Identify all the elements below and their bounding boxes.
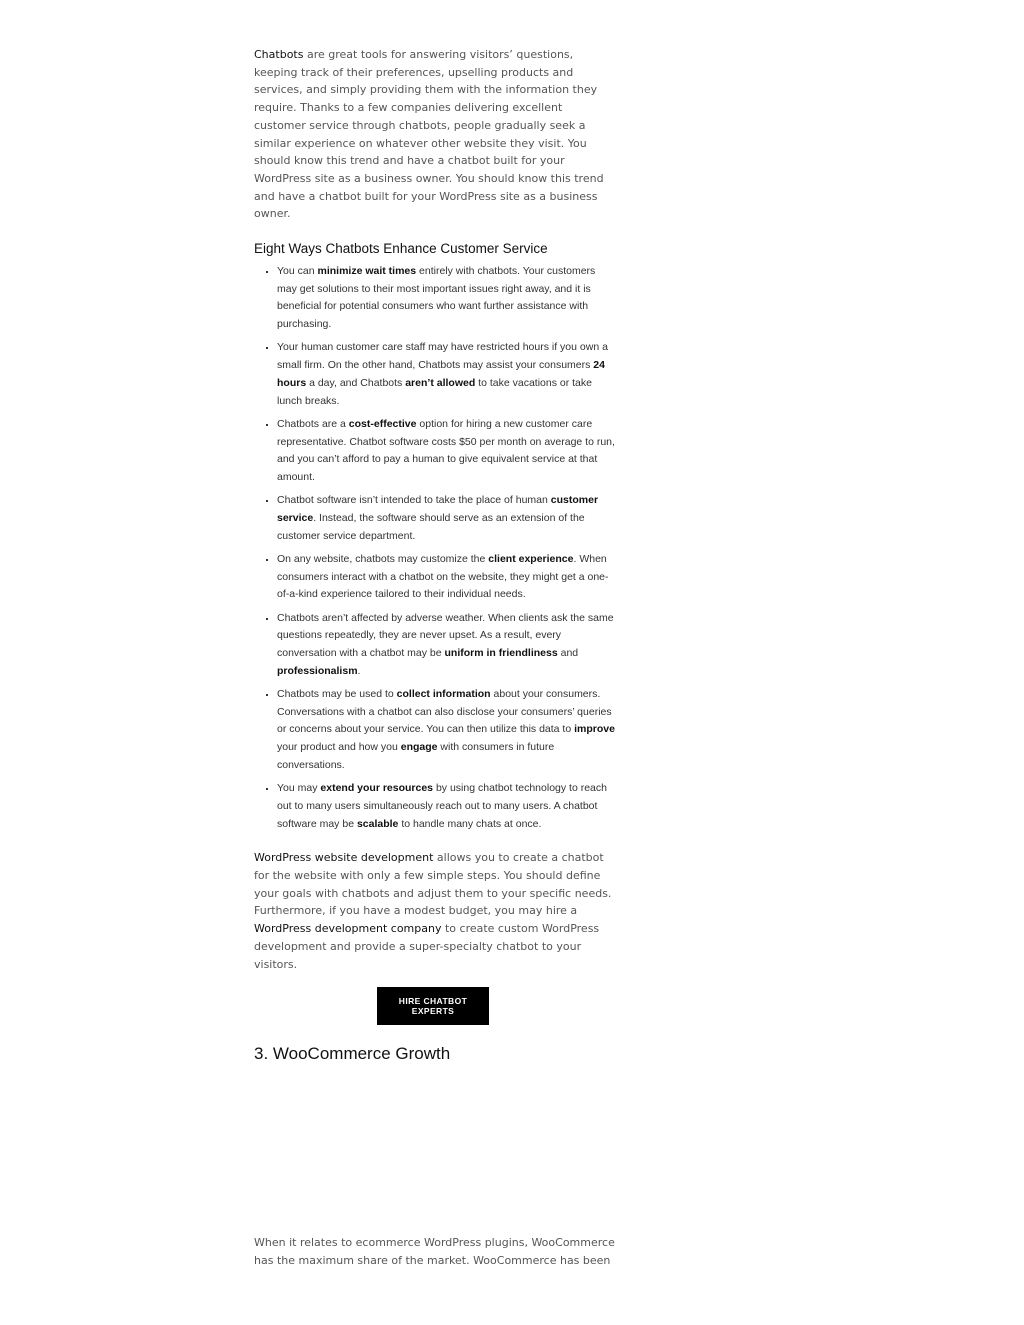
intro-paragraph xyxy=(254,46,616,223)
list-item-emphasis: client experience xyxy=(488,552,574,565)
section-heading: 3. WooCommerce Growth xyxy=(254,1044,451,1064)
wordpress-paragraph xyxy=(254,849,616,973)
list-item-emphasis: extend your resources xyxy=(320,782,434,795)
list-item-text: Chatbots aren’t affected by adverse weather. When clients ask the same questions repeatedly, they are never upset. As a result, every conversation with a chatbot may be xyxy=(277,611,614,660)
list-item-emphasis: improve xyxy=(574,723,615,736)
list-item-text: On any website, chatbots may customize the xyxy=(277,552,489,565)
list-item-emphasis: customer service xyxy=(277,494,599,524)
list-item xyxy=(277,610,616,681)
list-item-text: a day, and Chatbots xyxy=(306,376,406,389)
list-item-text: . Instead, the software should serve as an extension of the customer service department. xyxy=(277,511,585,542)
list-item xyxy=(277,492,616,545)
list-item-text: your product and how you xyxy=(277,741,401,754)
list-item-text: You may xyxy=(277,782,321,795)
list-item-text: with consumers in future conversations. xyxy=(277,741,555,771)
list-item-text: by using chatbot technology to reach out to many users simultaneously reach out to many users. A chatbot software may be xyxy=(277,782,607,830)
woocommerce-paragraph: When it relates to ecommerce WordPress plugins, WooCommerce has the maximum share of the market. WooCommerce has been xyxy=(254,1236,615,1267)
list-item-emphasis: aren’t allowed xyxy=(405,376,476,389)
list-item-emphasis: cost-effective xyxy=(348,417,417,430)
list-item xyxy=(277,339,616,410)
list-item xyxy=(277,780,616,833)
cta-container xyxy=(254,987,612,1025)
list-item-text: You can xyxy=(277,265,318,278)
list-item-text: Your human customer care staff may have restricted hours if you own a small firm. On the other hand, Chatbots may assist your consumers xyxy=(277,341,608,372)
list-item-emphasis: minimize wait times xyxy=(317,265,417,278)
list-item-text: and xyxy=(557,647,579,660)
chatbots-link[interactable]: Chatbots xyxy=(254,48,304,61)
list-item-text: Chatbots are a xyxy=(277,417,349,430)
list-item-emphasis: collect information xyxy=(396,688,491,701)
list-item-text: Chatbots may be used to xyxy=(277,688,397,701)
list-item xyxy=(277,551,616,604)
hire-chatbot-experts-button[interactable]: HIRE CHATBOT EXPERTS xyxy=(377,987,489,1025)
wordpress-text: allows you to create a chatbot for the website with only a few simple steps. You should define your goals with chatbots and adjust them to your specific needs. Furthermore, if you have a modest budget, you may hire a xyxy=(254,851,612,918)
list-item-emphasis: professionalism xyxy=(277,664,358,677)
intro-text: are great tools for answering visitors’ questions, keeping track of their preferences, upselling products and services, and simply providing them with the information they require. Thanks to a few companies delivering excellent customer service through chatbots, people gradually seek a similar experience on whatever other website they visit. You should know this trend and have a chatbot built for your WordPress site as a business owner. You should know this trend and have a chatbot built for your WordPress site as a business owner. xyxy=(254,48,604,221)
wordpress-website-development-link[interactable]: WordPress website development xyxy=(254,851,434,865)
ways-list xyxy=(254,263,616,833)
list-item-text: about your consumers. Conversations with a chatbot can also disclose your consumers’ queries or concerns about your service. You can then utilize this data to xyxy=(277,688,612,736)
article-column xyxy=(254,46,616,1064)
ways-heading: Eight Ways Chatbots Enhance Customer Service xyxy=(254,241,548,257)
list-item-emphasis: scalable xyxy=(356,817,399,830)
list-item-text: to handle many chats at once. xyxy=(398,817,542,830)
list-item-text: to take vacations or take lunch breaks. xyxy=(277,376,592,407)
wordpress-text: to create custom WordPress development and provide a super-specialty chatbot to your visitors. xyxy=(254,922,600,971)
list-item xyxy=(277,416,616,487)
list-item-text: entirely with chatbots. Your customers may get solutions to their most important issues right away, and it is beneficial for potential consumers who want further assistance with purchasing. xyxy=(277,265,596,331)
list-item-text: . When consumers interact with a chatbot on the website, they might get a one-of-a-kind experience tailored to their individual needs. xyxy=(277,552,609,601)
list-item-emphasis: uniform in friendliness xyxy=(444,647,558,660)
list-item-emphasis: engage xyxy=(400,741,438,754)
list-item-emphasis: 24 hours xyxy=(277,359,605,389)
list-item xyxy=(277,686,616,775)
wordpress-development-company-link[interactable]: WordPress development company xyxy=(254,922,442,936)
list-item-text: option for hiring a new customer care representative. Chatbot software costs $50 per month on average to run, and you can’t afford to pay a human to give equivalent service at that amount. xyxy=(277,417,615,483)
list-item xyxy=(277,263,616,334)
list-item-text: . xyxy=(357,664,361,677)
list-item-text: Chatbot software isn’t intended to take the place of human xyxy=(277,494,551,507)
